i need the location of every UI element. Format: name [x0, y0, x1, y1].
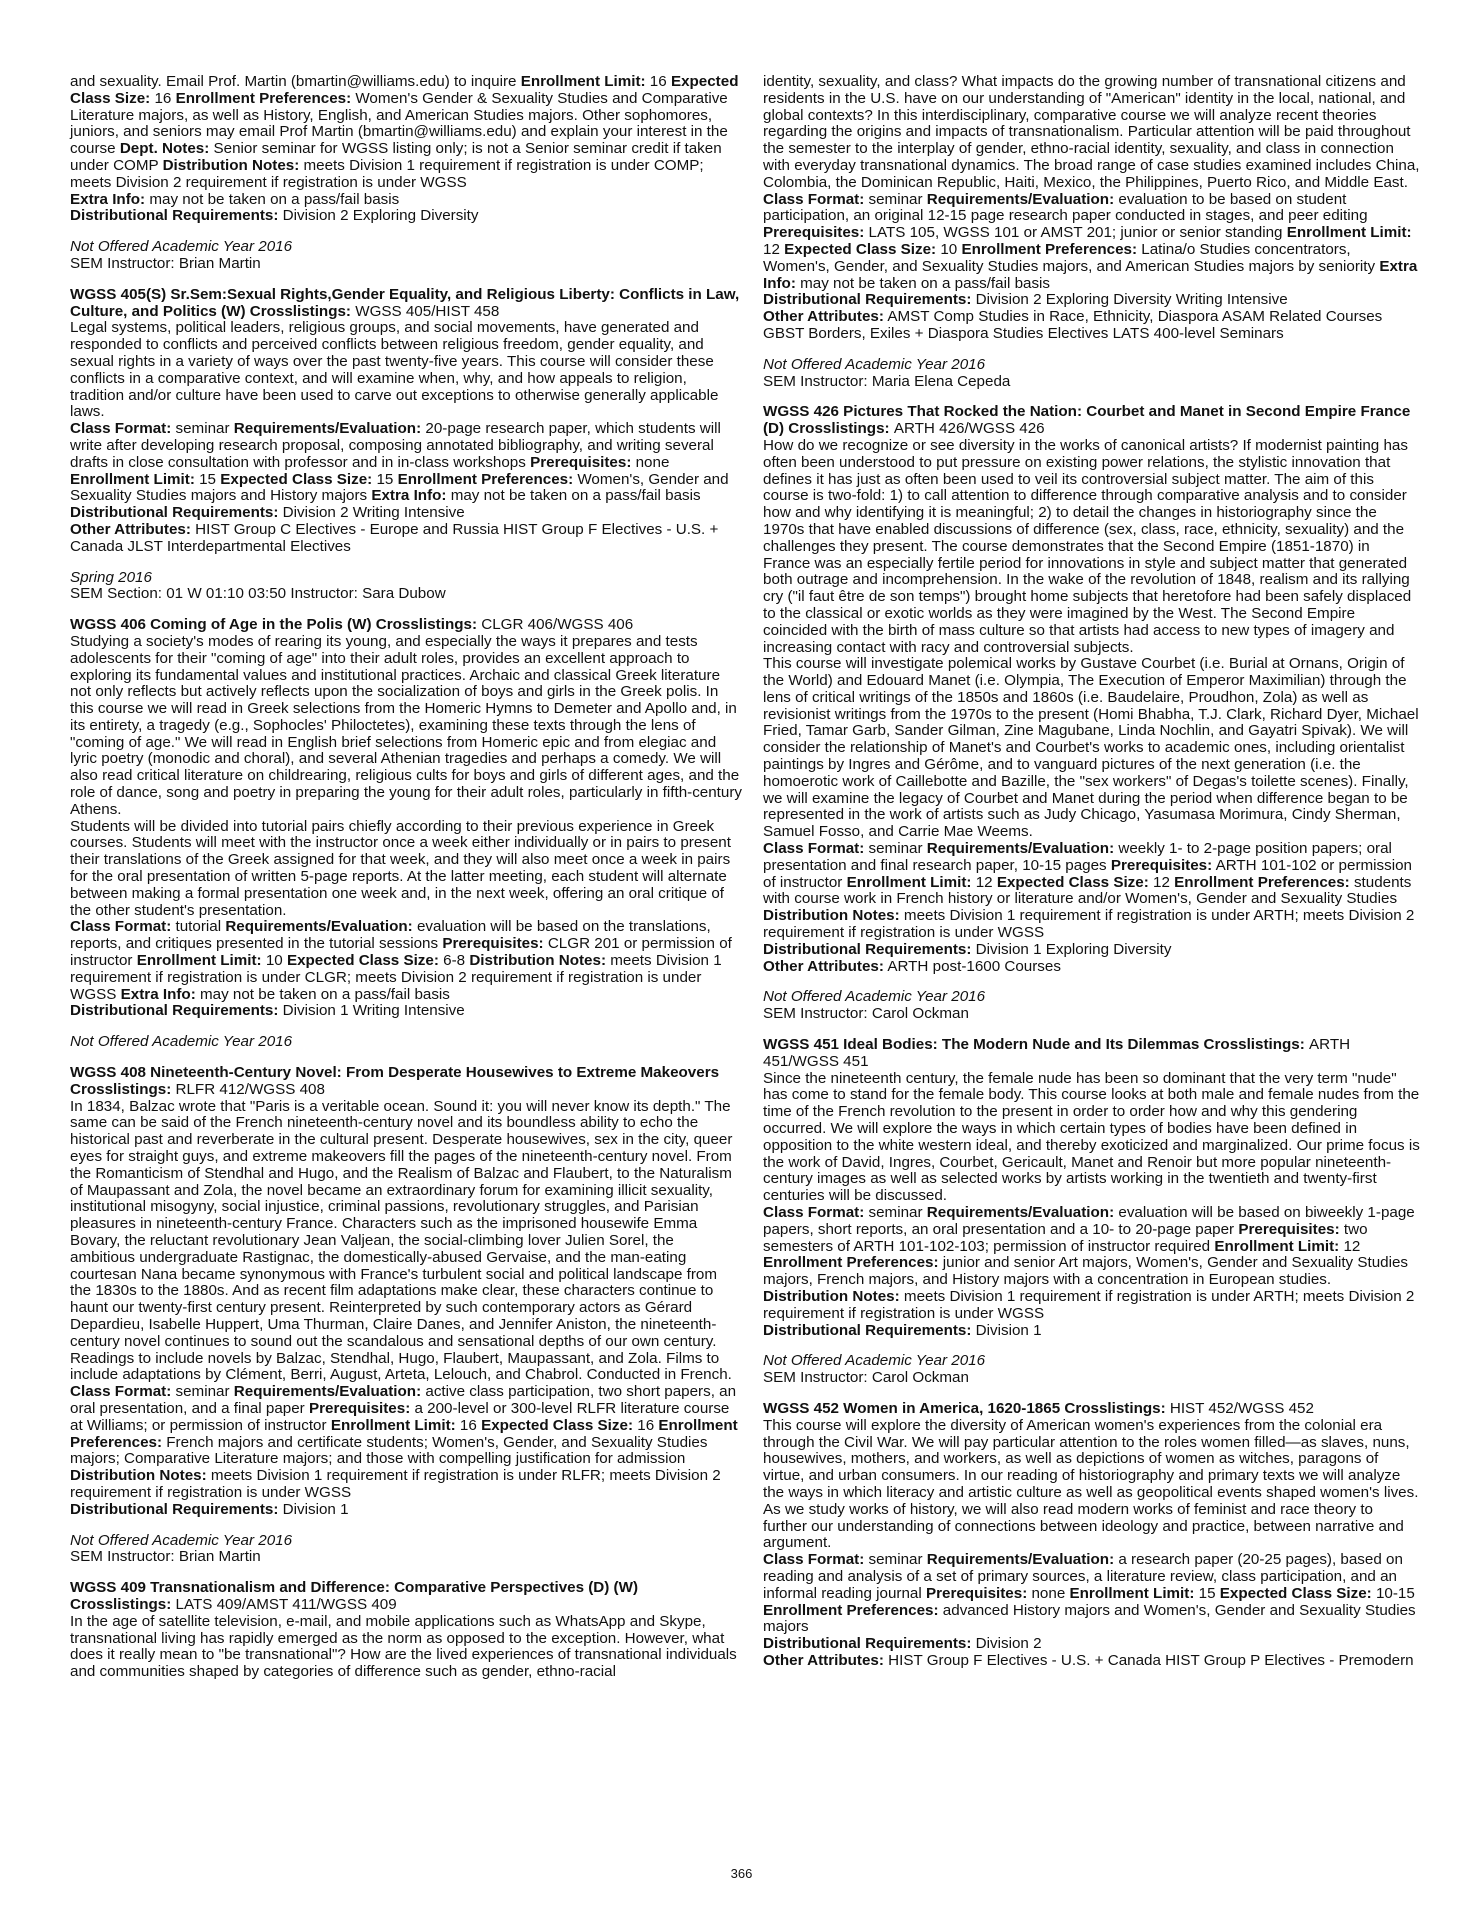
requirements-evaluation-value: weekly 1- to 2-page position papers; oral presentation and final research paper, 10-15 pages — [763, 840, 1392, 874]
course-description-2: Students will be divided into tutorial pairs chiefly according to their previous experience in Greek courses. Students will meet with the instructor once a week either individually or in pairs to present their translations of the Greek assigned for that week, and they will also meet once a week in pairs for the oral presentation of written 5-page reports. At the latter meeting, each student will alternate between making a formal presentation one week and, in the next week, offering an oral critique of the other student's presentation. — [70, 817, 731, 919]
course-wgss-409-continued — [763, 74, 1421, 390]
other-attributes-label: Other Attributes: — [763, 957, 884, 975]
class-size-value: 10-15 — [1375, 1584, 1415, 1602]
prerequisites-value: CLGR 201 or permission of instructor — [70, 935, 732, 970]
enrollment-limit-label: Enrollment Limit: — [1069, 1584, 1195, 1602]
enrollment-preferences-label: Enrollment Preferences: — [397, 470, 574, 488]
distribution-notes-label: Distribution Notes: — [763, 907, 900, 925]
prerequisites-value: two semesters of ARTH 101-102-103; permission of instructor required — [763, 1220, 1368, 1255]
course-description: In 1834, Balzac wrote that "Paris is a veritable ocean. Sound it: you will never know its depth." The same can be said of the French nineteenth-century novel and its boundless ability to echo the historical past and reverberate in the cultural present. Desperate housewives, sex in the city, queer eyes for straight guys, and extreme makeovers fill the pages of the nineteenth-century novel. From the Romanticism of Stendhal and Hugo, and the Realism of Balzac and Flaubert, to the Naturalism of Maupassant and Zola, the novel became an extraordinary forum for examining illicit sexuality, institutional misogyny, social injustice, criminal passions, revolutionary struggles, and Parisian pleasures in nineteenth-century France. Characters such as the imprisoned housewife Emma Bovary, the reluctant revolutionary Jean Valjean, the social-climbing lover Julien Sorel, the ambitious undergraduate Rastignac, the domestically-abused Gervaise, and the man-eating courtesan Nana became synonymous with France's turbulent social and political landscape from the 1830s to the 1880s. And as recent film adaptations make clear, these characters continue to haunt our twenty-first century present. Reinterpreted by such contemporary actors as Gérard Depardieu, Isabelle Huppert, Uma Thurman, Claire Danes, and Jennifer Aniston, the nineteenth-century novel continues to sound out the scandalous and sensational depths of our own century. Readings to include novels by Balzac, Stendhal, Hugo, Flaubert, Maupassant, and Zola. Films to include adaptations by Clément, Berri, August, Arteta, Lelouch, and Chabrol. Conducted in French. — [70, 1097, 733, 1384]
section-instructor: SEM Instructor: Brian Martin — [70, 1548, 261, 1566]
left-column — [70, 74, 742, 1695]
prerequisites-label: Prerequisites: — [1238, 1220, 1340, 1238]
extra-info-label: Extra Info: — [70, 190, 146, 208]
requirements-evaluation-value: evaluation will be based on the translations, reports, and critiques presented in the tutorial sessions — [70, 918, 711, 953]
enrollment-limit-label: Enrollment Limit: — [520, 73, 646, 90]
class-size-label: Expected Class Size: — [1219, 1584, 1372, 1602]
enrollment-limit-value: 16 — [459, 1416, 477, 1434]
distributional-requirements-label: Distributional Requirements: — [70, 1002, 279, 1020]
enrollment-preferences-label: Enrollment Preferences: — [961, 240, 1138, 258]
enrollment-preferences-value: students with course work in French history or literature and/or Women's, Gender and Sexuality Studies — [763, 873, 1412, 908]
course-title-text: WGSS 409 Transnationalism and Difference: Comparative Perspectives (D) (W) Crosslistings: — [70, 1579, 639, 1613]
class-size-label: Expected Class Size: — [996, 873, 1149, 891]
class-format-label: Class Format: — [70, 918, 172, 936]
course-title — [70, 287, 742, 321]
class-format-label: Class Format: — [70, 420, 172, 438]
class-format-label: Class Format: — [70, 1383, 172, 1401]
enrollment-limit-value: 10 — [265, 952, 283, 970]
class-format-label: Class Format: — [763, 1204, 865, 1221]
offered-status: Not Offered Academic Year 2016 — [763, 988, 986, 1006]
course-description: identity, sexuality, and class? What impacts do the growing number of transnational citizens and residents in the U.S. have on our understanding of "American" identity in the local, national, and global contexts? In this interdisciplinary, comparative course we will analyze recent theories regarding the origins and impacts of transnationalism. Particular attention will be paid throughout the semester to the interplay of gender, ethno-racial identity, sexuality, and class in connection with everyday transnational dynamics. The broad range of case studies examined includes China, Colombia, the Dominican Republic, Haiti, Mexico, the Philippines, Puerto Rico, and Middle East. — [763, 73, 1420, 191]
distribution-notes-label: Distribution Notes: — [469, 952, 607, 970]
course-title — [70, 617, 742, 634]
course-wgss-452 — [763, 1401, 1421, 1670]
course-details — [763, 1552, 1421, 1670]
course-wgss-426 — [763, 404, 1421, 1023]
class-format-label: Class Format: — [763, 1551, 865, 1569]
course-description-2: This course will investigate polemical works by Gustave Courbet (i.e. Burial at Ornans, Origin of the World) and Edouard Manet (i.e. Olympia, The Execution of Emperor Maximilian) through the lens of critical writings of the 1850s and 1860s (i.e. Baudelaire, Proudhon, Zola) as well as revisionist writings from the 1970s to the present (Homi Bhabha, T.J. Clark, Richard Dyer, Michael Fried, Tamar Garb, Sander Gilman, Zine Magubane, Linda Nochlin, and Gayatri Spivak). We will consider the relationship of Manet's and Courbet's works to academic ones, including orientalist paintings by Ingres and Gérôme, and to vanguard pictures of the next generation (i.e. the homoerotic work of Caillebotte and Bazille, the "sex workers" of Degas's toilette scenes). Finally, we will examine the legacy of Courbet and Manet during the period when difference began to be represented in the work of artists such as Judy Chicago, Yasumasa Morimura, Cindy Sherman, Samuel Fosso, and Carrie Mae Weems. — [763, 655, 1419, 841]
prerequisites-label: Prerequisites: — [442, 935, 544, 953]
requirements-evaluation-value: a research paper (20-25 pages), based on reading and analysis of a set of primary sources, a literature review, class participation, and an informal reading journal — [763, 1551, 1403, 1602]
course-details — [70, 421, 742, 555]
distributional-requirements-value: Division 2 — [975, 1635, 1042, 1653]
course-intro-continuation — [70, 74, 742, 273]
distributional-requirements-value: Division 2 Exploring Diversity Writing Intensive — [975, 291, 1288, 309]
class-format-value: tutorial — [175, 918, 222, 936]
distribution-notes-value: meets Division 1 requirement if registration is under COMP; meets Division 2 requirement if registration is under WGSS — [70, 156, 704, 191]
extra-info-value: may not be taken on a pass/fail basis — [149, 190, 400, 208]
course-description: Studying a society's modes of rearing its young, and especially the ways it prepares and tests adolescents for their "coming of age" into their adult roles, provides an excellent approach to exploring its fundamental values and institutional practices. Archaic and classical Greek literature not only reflects but actively reflects upon the socialization of boys and girls in the Greek polis. In this course we will read in Greek selections from the Homeric Hymns to Demeter and Apollo and, in its entirety, a tragedy (e.g., Sophocles' Philoctetes), examining these texts through the lens of "coming of age." We will read in English brief selections from Homeric epic and from elegiac and lyric poetry (monodic and choral), and several Athenian tragedies and perhaps a comedy. We will also read critical literature on childrearing, religious cults for boys and girls of different ages, and the role of dance, song and poetry in preparing the young for their adult roles, particularly in fifth-century Athens. — [70, 632, 743, 818]
distributional-requirements-value: Division 1 — [975, 1321, 1042, 1339]
enrollment-preferences-value: junior and senior Art majors, Women's, Gender and Sexuality Studies majors, French majors, and History majors with a concentration in European studies. — [763, 1254, 1409, 1289]
prerequisites-label: Prerequisites: — [308, 1399, 411, 1417]
course-description: In the age of satellite television, e-mail, and mobile applications such as WhatsApp and Skype, transnational living has rapidly emerged as the norm as opposed to the exception. However, what does it really mean to "be transnational"? How are the lived experiences of transnational individuals and communities shaped by categories of difference such as gender, ethno-racial — [70, 1612, 737, 1681]
enrollment-limit-value: 15 — [199, 470, 217, 488]
class-format-value: seminar — [868, 1551, 923, 1569]
enrollment-preferences-value: Women's, Gender and Sexuality Studies majors and History majors — [70, 470, 729, 505]
course-title — [70, 1065, 742, 1099]
enrollment-preferences-value: advanced History majors and Women's, Gender and Sexuality Studies majors — [763, 1601, 1416, 1636]
offered-status: Not Offered Academic Year 2016 — [70, 238, 293, 256]
enrollment-preferences-label: Enrollment Preferences: — [1174, 873, 1350, 891]
offered-status: Not Offered Academic Year 2016 — [763, 355, 986, 373]
distribution-notes-value: meets Division 1 requirement if registration is under CLGR; meets Division 2 requirement if registration is under WGSS — [70, 952, 722, 1003]
course-title — [70, 1580, 742, 1614]
distribution-notes-value: meets Division 1 requirement if registration is under RLFR; meets Division 2 requirement if registration is under WGSS — [70, 1467, 721, 1501]
distribution-notes-label: Distribution Notes: — [70, 1467, 207, 1485]
distribution-notes-value: meets Division 1 requirement if registration is under ARTH; meets Division 2 requirement if registration is under WGSS — [763, 1287, 1415, 1322]
course-title-text: WGSS 426 Pictures That Rocked the Nation: Courbet and Manet in Second Empire France (D) Crosslistings: — [763, 403, 1411, 438]
class-format-value: seminar — [868, 190, 923, 208]
class-size-label: Expected Class Size: — [70, 73, 739, 107]
distributional-requirements-label: Distributional Requirements: — [70, 207, 279, 225]
class-size-value: 16 — [637, 1416, 655, 1434]
distributional-requirements-label: Distributional Requirements: — [763, 1635, 972, 1653]
course-title — [763, 1401, 1421, 1418]
enrollment-limit-label: Enrollment Limit: — [1286, 224, 1412, 242]
enrollment-preferences-label: Enrollment Preferences: — [175, 89, 352, 107]
course-title-text: WGSS 406 Coming of Age in the Polis (W) Crosslistings: — [70, 616, 477, 634]
distribution-notes-value: meets Division 1 requirement if registration is under ARTH; meets Division 2 requirement if registration is under WGSS — [763, 907, 1415, 942]
course-description: This course will explore the diversity of American women's experiences from the colonial era through the Civil War. We will pay particular attention to the roles women filled—as slaves, nuns, housewives, mothers, and workers, as well as depictions of women as witches, paragons of virtue, and urban consumers. In our reading of historiography and primary texts we will analyze the ways in which literacy and artistic culture as well as geopolitical events shaped women's lives. As we study works of history, we will also read modern works of feminist and race theory to further our understanding of connections between ideology and practice, between narrative and argument. — [763, 1416, 1419, 1552]
course-title-text: WGSS 408 Nineteenth-Century Novel: From Desperate Housewives to Extreme Makeovers Crosslistings: — [70, 1064, 720, 1098]
extra-info-value: may not be taken on a pass/fail basis — [450, 487, 701, 505]
course-title-text: WGSS 452 Women in America, 1620-1865 Crosslistings: — [763, 1399, 1166, 1417]
requirements-evaluation-label: Requirements/Evaluation: — [926, 840, 1115, 858]
enrollment-preferences-value: Latina/o Studies concentrators, Women's, Gender, and Sexuality Studies majors, and American Studies majors by seniority — [763, 240, 1376, 275]
class-size-value: 16 — [154, 89, 172, 107]
requirements-evaluation-value: evaluation will be based on biweekly 1-page papers, short reports, an oral presentation and a 10- to 20-page paper — [763, 1204, 1415, 1238]
enrollment-limit-label: Enrollment Limit: — [70, 470, 195, 488]
course-wgss-405 — [70, 287, 742, 603]
other-attributes-value: HIST Group F Electives - U.S. + Canada HIST Group P Electives - Premodern — [888, 1651, 1414, 1669]
other-attributes-label: Other Attributes: — [70, 520, 191, 538]
requirements-evaluation-label: Requirements/Evaluation: — [233, 1383, 422, 1401]
class-size-value: 15 — [376, 470, 394, 488]
requirements-evaluation-value: 20-page research paper, which students will write after developing research proposal, composing annotated bibliography, and writing several drafts in close consultation with professor and in in-class workshops — [70, 420, 721, 471]
prerequisites-label: Prerequisites: — [530, 453, 632, 471]
distribution-notes-label: Distribution Notes: — [763, 1287, 900, 1305]
extra-info-label: Extra Info: — [371, 487, 447, 505]
distribution-notes-label: Distribution Notes: — [162, 156, 300, 174]
requirements-evaluation-label: Requirements/Evaluation: — [926, 1551, 1115, 1569]
distributional-requirements-value: Division 1 — [282, 1500, 349, 1518]
course-title-text: WGSS 451 Ideal Bodies: The Modern Nude and Its Dilemmas Crosslistings: — [763, 1036, 1305, 1054]
prerequisites-value: a 200-level or 300-level RLFR literature course at Williams; or permission of instructor — [70, 1399, 730, 1434]
class-format-value: seminar — [175, 1383, 230, 1401]
enrollment-limit-label: Enrollment Limit: — [1214, 1237, 1340, 1255]
offered-status: Not Offered Academic Year 2016 — [70, 1531, 293, 1549]
enrollment-limit-value: 16 — [649, 73, 667, 90]
course-wgss-408 — [70, 1065, 742, 1566]
enrollment-preferences-value: Women's Gender & Sexuality Studies and Comparative Literature majors, as well as History, English, and American Studies majors. Other sophomores, juniors, and seniors may email Prof Martin (bmartin@williams.edu) and explain your interest in the course — [70, 89, 728, 158]
class-format-value: seminar — [868, 840, 923, 858]
distributional-requirements-label: Distributional Requirements: — [763, 291, 972, 309]
crosslistings-value: HIST 452/WGSS 452 — [1169, 1399, 1314, 1417]
extra-info-label: Extra Info: — [763, 257, 1418, 292]
crosslistings-value: LATS 409/AMST 411/WGSS 409 — [175, 1595, 397, 1613]
prerequisites-value: none — [635, 453, 670, 471]
extra-info-label: Extra Info: — [120, 985, 196, 1003]
prerequisites-label: Prerequisites: — [1110, 856, 1213, 874]
offered-status: Not Offered Academic Year 2016 — [70, 1033, 293, 1051]
offered-status: Spring 2016 — [70, 568, 152, 586]
prerequisites-value: none — [1031, 1584, 1066, 1602]
requirements-evaluation-label: Requirements/Evaluation: — [926, 1204, 1115, 1221]
enrollment-limit-value: 12 — [1343, 1237, 1361, 1255]
distributional-requirements-value: Division 2 Writing Intensive — [282, 504, 465, 522]
requirements-evaluation-label: Requirements/Evaluation: — [225, 918, 413, 936]
class-format-label: Class Format: — [763, 190, 865, 208]
class-size-label: Expected Class Size: — [784, 240, 937, 258]
class-size-label: Expected Class Size: — [481, 1416, 634, 1434]
extra-info-value: may not be taken on a pass/fail basis — [800, 274, 1051, 292]
prerequisites-label: Prerequisites: — [763, 224, 865, 242]
other-attributes-value: AMST Comp Studies in Race, Ethnicity, Diaspora ASAM Related Courses GBST Borders, Exiles + Diaspora Studies Electives LATS 400-level Seminars — [763, 308, 1383, 342]
class-size-value: 6-8 — [443, 952, 466, 970]
requirements-evaluation-label: Requirements/Evaluation: — [233, 420, 422, 438]
offered-status: Not Offered Academic Year 2016 — [763, 1352, 986, 1370]
enrollment-preferences-value: French majors and certificate students; Women's, Gender, and Sexuality Studies majors; Comparative Literature majors; and those with compelling justification for admission — [70, 1433, 708, 1468]
requirements-evaluation-value: evaluation to be based on student participation, an original 12-15 page research paper conducted in stages, and peer editing — [763, 190, 1368, 225]
enrollment-limit-label: Enrollment Limit: — [330, 1416, 456, 1434]
course-details — [763, 1205, 1421, 1339]
other-attributes-label: Other Attributes: — [763, 308, 884, 326]
course-wgss-406 — [70, 617, 742, 1051]
course-title — [763, 1037, 1421, 1071]
course-details — [763, 192, 1421, 343]
class-size-label: Expected Class Size: — [220, 470, 373, 488]
distributional-requirements-label: Distributional Requirements: — [70, 504, 279, 522]
other-attributes-value: HIST Group C Electives - Europe and Russia HIST Group F Electives - U.S. + Canada JLST Interdepartmental Electives — [70, 520, 719, 555]
class-size-value: 10 — [940, 240, 958, 258]
enrollment-preferences-label: Enrollment Preferences: — [70, 1416, 738, 1451]
course-title — [763, 404, 1421, 438]
distributional-requirements-value: Division 1 Writing Intensive — [282, 1002, 465, 1020]
requirements-evaluation-value: active class participation, two short papers, an oral presentation, and a final paper — [70, 1383, 737, 1417]
course-wgss-451 — [763, 1037, 1421, 1387]
distributional-requirements-value: Division 2 Exploring Diversity — [282, 207, 479, 225]
page-number: 366 — [730, 1866, 753, 1881]
class-size-value: 12 — [1153, 873, 1170, 891]
enrollment-limit-value: 12 — [763, 240, 780, 258]
class-format-value: seminar — [868, 1204, 923, 1221]
distributional-requirements-label: Distributional Requirements: — [70, 1500, 279, 1518]
course-title-text: WGSS 405(S) Sr.Sem:Sexual Rights,Gender Equality, and Religious Liberty: Conflicts in Law, Culture, and Politics (W) Crosslistings: — [70, 285, 740, 320]
class-format-value: seminar — [175, 420, 230, 438]
enrollment-limit-value: 15 — [1198, 1584, 1216, 1602]
course-details — [763, 841, 1421, 975]
crosslistings-value: CLGR 406/WGSS 406 — [481, 616, 634, 634]
course-wgss-409 — [70, 1580, 742, 1681]
intro-text: and sexuality. Email Prof. Martin (bmartin@williams.edu) to inquire — [70, 73, 517, 90]
enrollment-preferences-label: Enrollment Preferences: — [763, 1254, 939, 1272]
course-description: Since the nineteenth century, the female nude has been so dominant that the very term "nude" has come to stand for the female body. This course looks at both male and female nudes from the time of the French revolution to the present in order to order how and why this gendering occurred. We will explore the ways in which certain types of bodies have been defined in opposition to the white western ideal, and thereby exoticized and marginalized. Our prime focus is the work of David, Ingres, Courbet, Gericault, Manet and Renoir but more popular nineteenth-century images as well as selected works by artists working in the twentieth and twenty-first centuries will be discussed. — [763, 1069, 1420, 1205]
right-column — [763, 74, 1421, 1684]
crosslistings-value: ARTH 451/WGSS 451 — [763, 1036, 1351, 1070]
crosslistings-value: ARTH 426/WGSS 426 — [893, 420, 1045, 438]
section-instructor: SEM Instructor: Maria Elena Cepeda — [763, 372, 1011, 390]
distributional-requirements-label: Distributional Requirements: — [763, 940, 972, 958]
dept-notes-label: Dept. Notes: — [119, 140, 210, 158]
section-instructor: SEM Section: 01 W 01:10 03:50 Instructor: Sara Dubow — [70, 585, 446, 603]
distributional-requirements-label: Distributional Requirements: — [763, 1321, 972, 1339]
prerequisites-label: Prerequisites: — [925, 1584, 1028, 1602]
section-instructor: SEM Instructor: Carol Ockman — [763, 1005, 969, 1023]
dept-notes-value: Senior seminar for WGSS listing only; is not a Senior seminar credit if taken under COMP — [70, 140, 722, 174]
enrollment-limit-value: 12 — [975, 873, 993, 891]
other-attributes-label: Other Attributes: — [763, 1651, 884, 1669]
other-attributes-value: ARTH post-1600 Courses — [887, 957, 1061, 975]
section-instructor: SEM Instructor: Carol Ockman — [763, 1369, 969, 1387]
enrollment-limit-label: Enrollment Limit: — [846, 873, 972, 891]
requirements-evaluation-label: Requirements/Evaluation: — [926, 190, 1115, 208]
crosslistings-value: WGSS 405/HIST 458 — [355, 302, 500, 320]
class-size-label: Expected Class Size: — [286, 952, 439, 970]
extra-info-value: may not be taken on a pass/fail basis — [200, 985, 450, 1003]
crosslistings-value: RLFR 412/WGSS 408 — [175, 1080, 325, 1098]
course-description: Legal systems, political leaders, religious groups, and social movements, have generated and responded to conflicts and perceived conflicts between religious freedom, gender equality, and sexual rights in a variety of ways over the past twenty-five years. This course will consider these conflicts in a comparative context, and will examine when, why, and how appeals to religion, tradition and/or culture have been used to carve out exceptions to otherwise generally applicable laws. — [70, 319, 719, 421]
class-format-label: Class Format: — [763, 840, 865, 858]
enrollment-limit-label: Enrollment Limit: — [136, 952, 262, 970]
enrollment-preferences-label: Enrollment Preferences: — [763, 1601, 939, 1619]
distributional-requirements-value: Division 1 Exploring Diversity — [975, 940, 1172, 958]
course-description: How do we recognize or see diversity in the works of canonical artists? If modernist painting has often been understood to put pressure on existing power relations, the stylistic innovation that defines it has just as often been used to veil its controversial subject matter. The aim of this course is two-fold: 1) to call attention to difference through comparative analysis and to consider how and why identifying it is meaningful; 2) to detail the changes in historiography since the 1970s that have enabled discussions of difference (sex, class, race, ethnicity, sexuality) and the challenges they present. The course demonstrates that the Second Empire (1851-1870) in France was an especially fertile period for innovations in style and subject matter that generated both outrage and incomprehension. In the wake of the revolution of 1848, realism and its rallying cry ("il faut être de son temps") brought home subjects that heretofore had been safely displaced to the classical or exotic worlds as they were imagined by the West. The Second Empire coincided with the birth of mass culture so that artists had access to new types of imagery and increasing contact with racy and controversial subjects. — [763, 436, 1412, 656]
section-instructor: SEM Instructor: Brian Martin — [70, 254, 261, 272]
course-details — [70, 1384, 742, 1518]
prerequisites-value: LATS 105, WGSS 101 or AMST 201; junior or senior standing — [868, 224, 1283, 242]
prerequisites-value: ARTH 101-102 or permission of instructor — [763, 856, 1412, 891]
course-details — [70, 74, 742, 225]
course-details — [70, 919, 742, 1020]
